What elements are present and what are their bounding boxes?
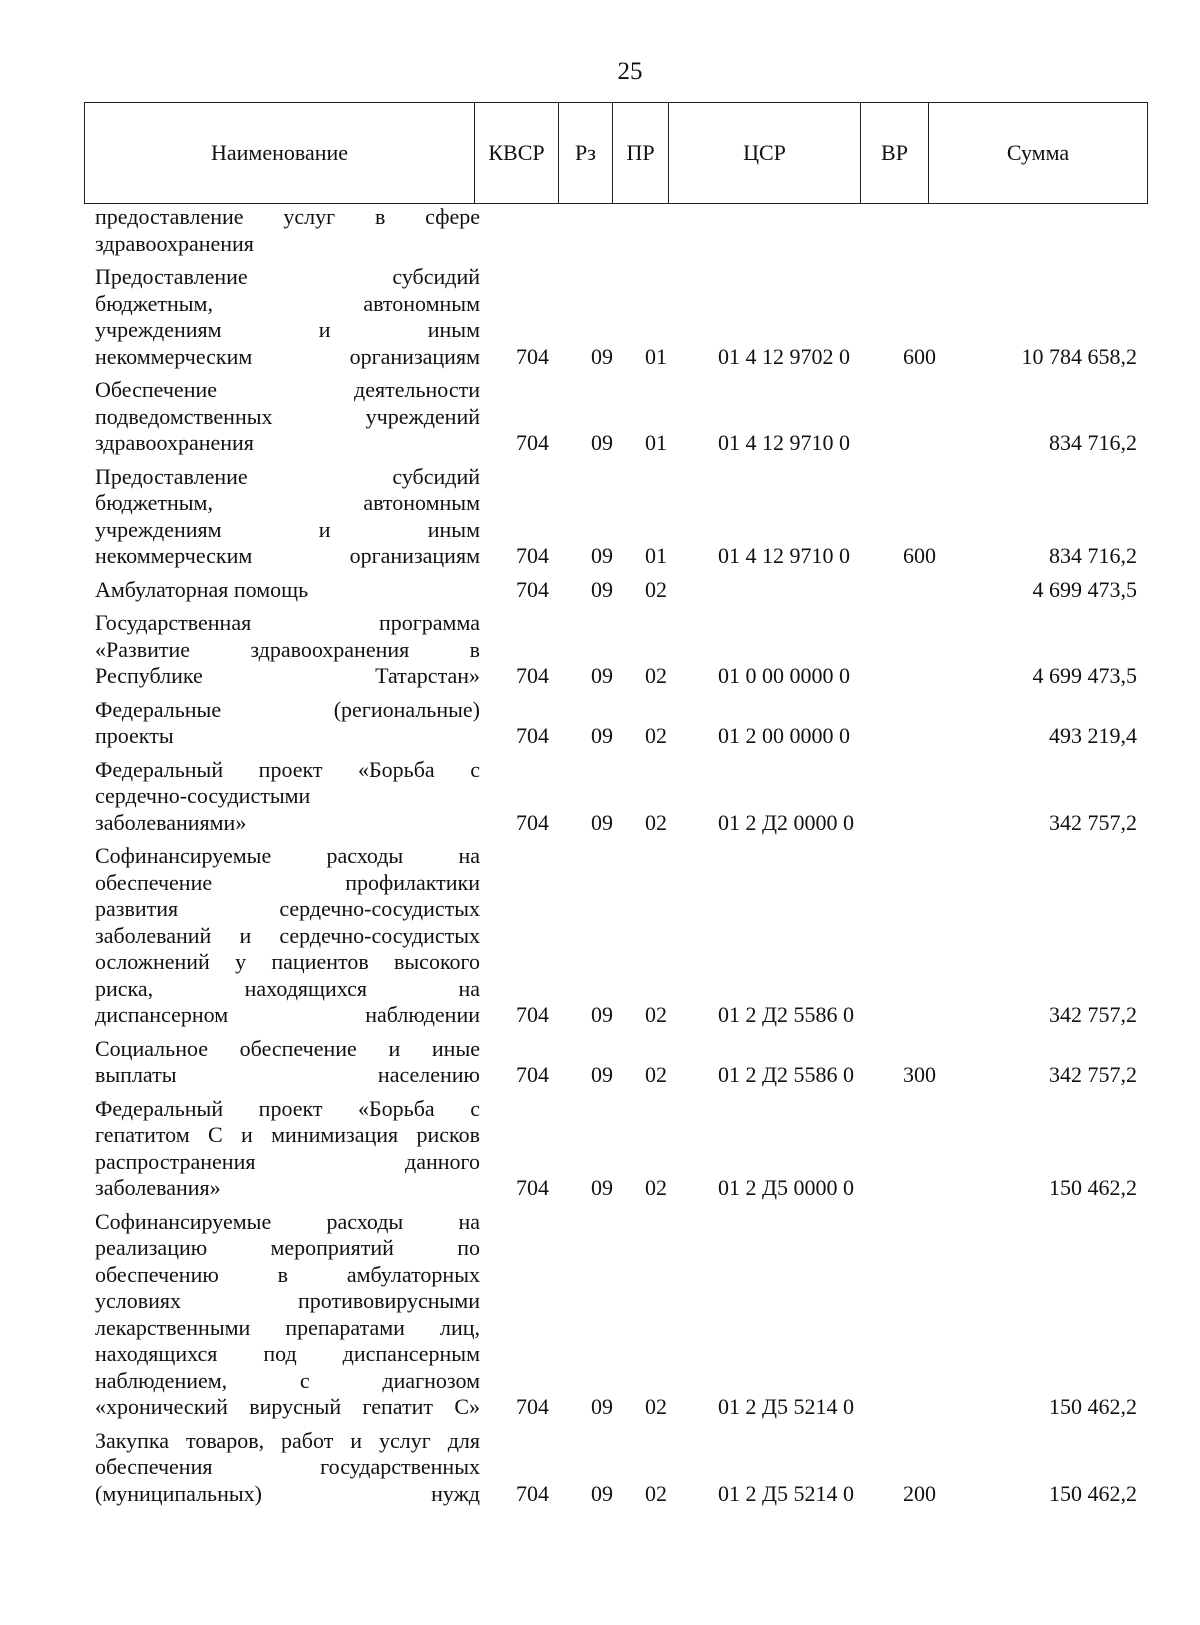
row-kvsr: 704	[516, 430, 549, 455]
row-kvsr: 704	[516, 663, 549, 688]
table-row	[0, 697, 1200, 750]
row-name-line: учреждениям и иным	[95, 317, 480, 342]
table-header	[84, 102, 1148, 204]
row-name-line: развития сердечно-сосудистых	[95, 896, 480, 921]
row-csr: 01 2 Д2 5586 0	[718, 1002, 855, 1027]
row-name-line: здравоохранения	[95, 430, 254, 455]
row-kvsr: 704	[516, 809, 549, 835]
row-rz: 09	[591, 576, 613, 602]
row-name-line: сердечно-сосудистыми	[95, 783, 311, 808]
row-name-line: бюджетным, автономным	[95, 290, 480, 316]
row-name-line: распространения данного	[95, 1148, 480, 1174]
row-kvsr: 704	[516, 1002, 549, 1027]
row-rz: 09	[591, 543, 613, 568]
row-rz: 09	[591, 723, 613, 748]
row-name	[95, 464, 480, 570]
row-csr: 01 4 12 9702 0	[718, 343, 850, 369]
header-name: Наименование	[85, 103, 475, 204]
row-name-line: выплаты населению	[95, 1062, 480, 1087]
table-row	[0, 1209, 1200, 1421]
row-name-line: (муниципальных) нужд	[95, 1480, 480, 1506]
header-pr: ПР	[613, 103, 669, 204]
row-name-line: Предоставление субсидий	[95, 463, 480, 489]
row-name-line: учреждениям и иным	[95, 516, 480, 542]
row-name-line: проекты	[95, 723, 174, 748]
row-rz: 09	[591, 809, 613, 835]
row-csr: 01 2 Д5 0000 0	[718, 1175, 855, 1200]
row-sum: 342 757,2	[1049, 1062, 1137, 1087]
row-pr: 01	[645, 343, 667, 369]
row-sum: 150 462,2	[1049, 1394, 1137, 1419]
row-sum: 150 462,2	[1049, 1175, 1137, 1200]
row-pr: 01	[645, 543, 667, 568]
row-kvsr: 704	[516, 543, 549, 568]
row-name-line: Амбулаторная помощь	[95, 576, 309, 602]
row-csr: 01 4 12 9710 0	[718, 543, 850, 568]
row-name-line: Предоставление субсидий	[95, 264, 480, 289]
row-name-line: условиях противовирусными	[95, 1288, 480, 1313]
row-csr: 01 2 Д2 0000 0	[718, 809, 855, 835]
row-pr: 01	[645, 430, 667, 455]
header-rz: Рз	[559, 103, 613, 204]
row-pr: 02	[645, 1002, 667, 1027]
row-name	[95, 577, 480, 604]
row-name-line: гепатитом С и минимизация рисков	[95, 1122, 480, 1147]
page-number: 25	[617, 58, 643, 85]
row-csr: 01 2 Д5 5214 0	[718, 1480, 855, 1506]
row-vr: 300	[903, 1062, 936, 1087]
row-sum: 10 784 658,2	[1021, 343, 1137, 369]
row-name-line: Федеральный проект «Борьба с	[95, 756, 480, 782]
row-sum: 4 699 473,5	[1032, 576, 1137, 602]
row-name-line: заболеваний и сердечно-сосудистых	[95, 922, 480, 948]
row-name-line: некоммерческим организациям	[95, 343, 480, 369]
row-name-line: Государственная программа	[95, 610, 480, 635]
row-name-line: здравоохранения	[95, 230, 254, 256]
table-row	[0, 377, 1200, 457]
row-pr: 02	[645, 663, 667, 688]
row-pr: 02	[645, 1062, 667, 1087]
row-csr: 01 0 00 0000 0	[718, 663, 850, 688]
row-kvsr: 704	[516, 343, 549, 369]
row-pr: 02	[645, 576, 667, 602]
row-csr: 01 2 Д5 5214 0	[718, 1394, 855, 1419]
row-name-line: находящихся под диспансерным	[95, 1341, 480, 1366]
row-sum: 834 716,2	[1049, 543, 1137, 568]
row-kvsr: 704	[516, 1175, 549, 1200]
row-name-line: обеспечению в амбулаторных	[95, 1261, 480, 1287]
row-sum: 342 757,2	[1049, 1002, 1137, 1027]
row-pr: 02	[645, 809, 667, 835]
table-row	[0, 577, 1200, 604]
row-sum: 342 757,2	[1049, 809, 1137, 835]
row-kvsr: 704	[516, 723, 549, 748]
row-name	[95, 757, 480, 837]
row-name-line: некоммерческим организациям	[95, 543, 480, 568]
row-name-line: диспансерном наблюдении	[95, 1002, 480, 1027]
row-kvsr: 704	[516, 576, 549, 602]
row-name	[95, 264, 480, 370]
table-row	[0, 204, 1200, 257]
row-name-line: Федеральный проект «Борьба с	[95, 1095, 480, 1121]
row-csr: 01 2 Д2 5586 0	[718, 1062, 855, 1087]
row-name	[95, 1209, 480, 1421]
table-row	[0, 610, 1200, 690]
row-name-line: подведомственных учреждений	[95, 403, 480, 429]
row-name-line: лекарственными препаратами лиц,	[95, 1314, 480, 1340]
header-kvsr: КВСР	[475, 103, 559, 204]
table-row	[0, 1036, 1200, 1089]
header-sum: Сумма	[929, 103, 1148, 204]
row-name-line: «Развитие здравоохранения в	[95, 636, 480, 662]
row-csr: 01 4 12 9710 0	[718, 430, 850, 455]
row-name	[95, 610, 480, 690]
row-rz: 09	[591, 1062, 613, 1087]
row-name-line: реализацию мероприятий по	[95, 1235, 480, 1260]
row-name-line: бюджетным, автономным	[95, 490, 480, 515]
table-row	[0, 1428, 1200, 1508]
row-name-line: Обеспечение деятельности	[95, 377, 480, 402]
row-pr: 02	[645, 723, 667, 748]
row-rz: 09	[591, 1002, 613, 1027]
row-name-line: Закупка товаров, работ и услуг для	[95, 1427, 480, 1453]
row-name-line: заболеваниями»	[95, 809, 247, 835]
row-kvsr: 704	[516, 1062, 549, 1087]
row-name-line: Республике Татарстан»	[95, 663, 480, 688]
row-name	[95, 1036, 480, 1089]
row-pr: 02	[645, 1394, 667, 1419]
row-csr: 01 2 00 0000 0	[718, 723, 850, 748]
row-vr: 200	[903, 1480, 936, 1506]
row-name	[95, 697, 480, 750]
row-name-line: Софинансируемые расходы на	[95, 843, 480, 868]
row-name	[95, 377, 480, 457]
row-sum: 493 219,4	[1049, 723, 1137, 748]
row-name	[95, 843, 480, 1029]
header-csr: ЦСР	[669, 103, 861, 204]
row-name-line: наблюдением, с диагнозом	[95, 1367, 480, 1393]
row-name	[95, 204, 480, 257]
row-name	[95, 1096, 480, 1202]
row-name-line: Федеральные (региональные)	[95, 696, 480, 722]
row-name	[95, 1428, 480, 1508]
row-kvsr: 704	[516, 1480, 549, 1506]
row-sum: 834 716,2	[1049, 430, 1137, 455]
row-rz: 09	[591, 1480, 613, 1506]
row-rz: 09	[591, 1394, 613, 1419]
row-rz: 09	[591, 430, 613, 455]
header-vr: ВР	[861, 103, 929, 204]
row-name-line: осложнений у пациентов высокого	[95, 949, 480, 974]
row-sum: 150 462,2	[1049, 1480, 1137, 1506]
row-pr: 02	[645, 1175, 667, 1200]
row-kvsr: 704	[516, 1394, 549, 1419]
table-row	[0, 464, 1200, 570]
row-name-line: Софинансируемые расходы на	[95, 1208, 480, 1234]
row-pr: 02	[645, 1480, 667, 1506]
row-name-line: предоставление услуг в сфере	[95, 204, 480, 229]
row-rz: 09	[591, 1175, 613, 1200]
row-vr: 600	[903, 543, 936, 568]
row-name-line: «хронический вирусный гепатит С»	[95, 1394, 480, 1419]
row-name-line: заболевания»	[95, 1175, 221, 1200]
row-vr: 600	[903, 343, 936, 369]
row-name-line: обеспечение профилактики	[95, 869, 480, 895]
row-rz: 09	[591, 663, 613, 688]
table-body	[0, 204, 1200, 1514]
row-name-line: риска, находящихся на	[95, 975, 480, 1001]
row-sum: 4 699 473,5	[1032, 663, 1137, 688]
table-row	[0, 843, 1200, 1029]
table-row	[0, 1096, 1200, 1202]
row-name-line: Социальное обеспечение и иные	[95, 1035, 480, 1061]
table-row	[0, 757, 1200, 837]
row-name-line: обеспечения государственных	[95, 1454, 480, 1479]
row-rz: 09	[591, 343, 613, 369]
table-row	[0, 264, 1200, 370]
